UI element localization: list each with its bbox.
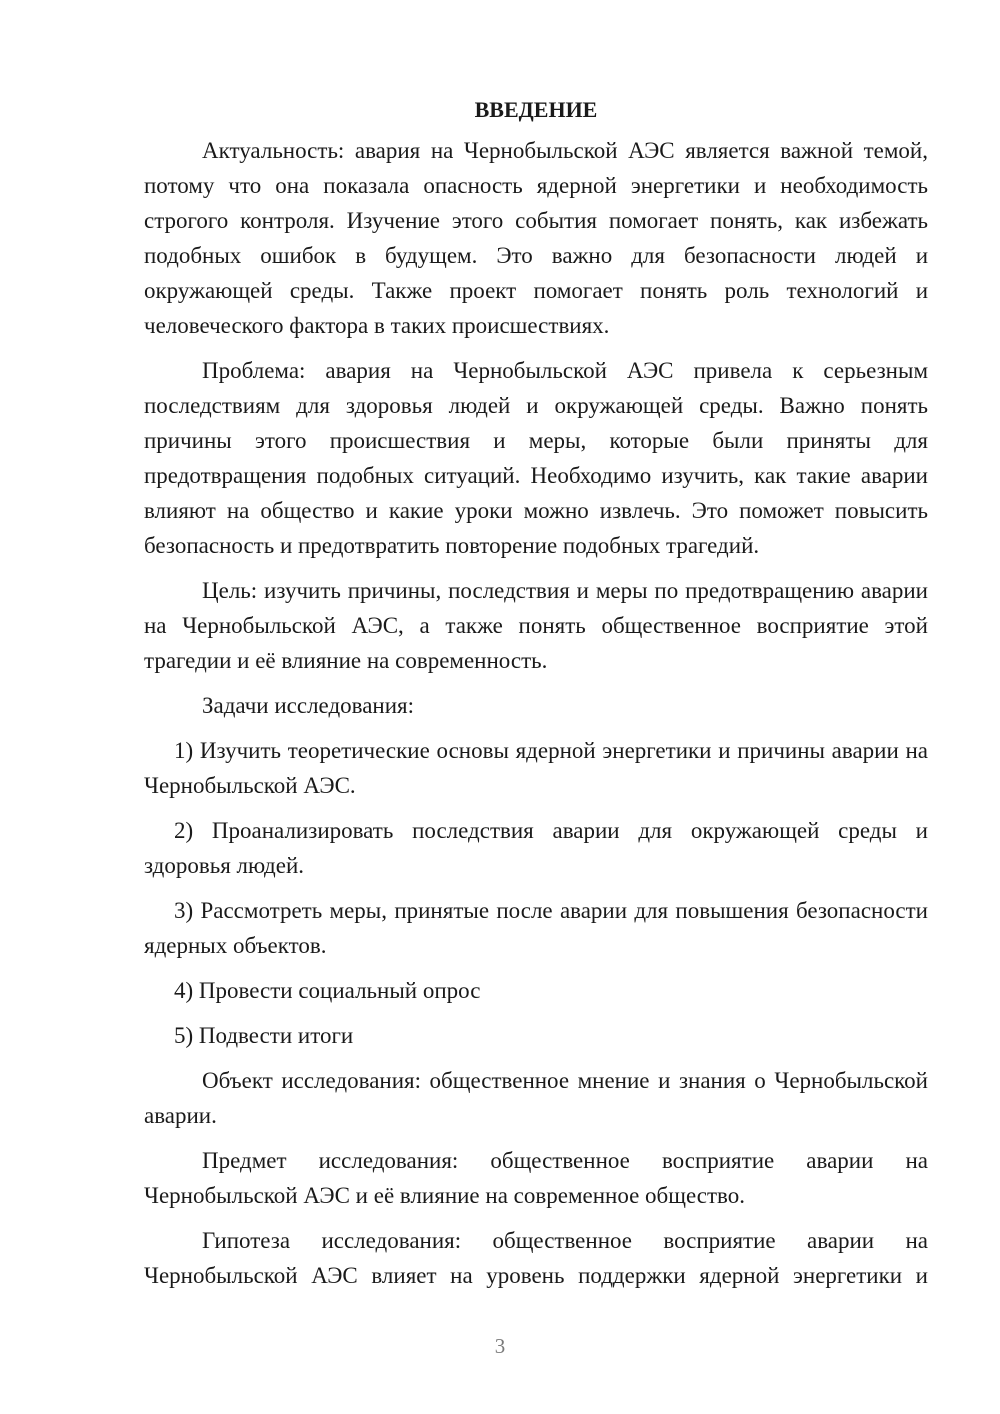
page-number: 3 [494,1334,506,1358]
task-item-5: 5) Подвести итоги [174,1023,354,1048]
paragraph-problem: Проблема: авария на Чернобыльской АЭС привела к серьезным последствиям для здоровья людей и окружающей среды. Важно понять причины этого происшествия и меры, которые были приняты для предотвращения подобных ситуаций. Необходимо изучить, как такие аварии влияют на общество и какие уроки можно извлечь. Это поможет повысить безопасность и предотвратить повторение подобных трагедий. [144,358,928,558]
section-title: ВВЕДЕНИЕ [474,97,598,122]
task-item-4: 4) Провести социальный опрос [174,978,481,1003]
document-page [144,95,928,1303]
paragraph-relevance: Актуальность: авария на Чернобыльской АЭС является важной темой, потому что она показала опасность ядерной энергетики и необходимость строгого контроля. Изучение этого события помогает понять, как избежать подобных ошибок в будущем. Это важно для безопасности людей и окружающей среды. Также проект помогает понять роль технологий и человеческого фактора в таких происшествиях. [144,138,928,338]
task-item-2: 2) Проанализировать последствия аварии для окружающей среды и здоровья людей. [144,818,928,878]
task-item-1: 1) Изучить теоретические основы ядерной энергетики и причины аварии на Чернобыльской АЭС. [144,738,928,798]
paragraph-goal: Цель: изучить причины, последствия и меры по предотвращению аварии на Чернобыльской АЭС, а также понять общественное восприятие этой трагедии и её влияние на современность. [144,578,928,673]
paragraph-subject: Предмет исследования: общественное восприятие аварии на Чернобыльской АЭС и её влияние на современное общество. [144,1148,928,1208]
task-item-3: 3) Рассмотреть меры, принятые после аварии для повышения безопасности ядерных объектов. [144,898,928,958]
paragraph-object: Объект исследования: общественное мнение и знания о Чернобыльской аварии. [144,1068,928,1128]
tasks-heading: Задачи исследования: [202,693,415,718]
paragraph-hypothesis: Гипотеза исследования: общественное восприятие аварии на Чернобыльской АЭС влияет на уровень поддержки ядерной энергетики и [144,1228,928,1288]
